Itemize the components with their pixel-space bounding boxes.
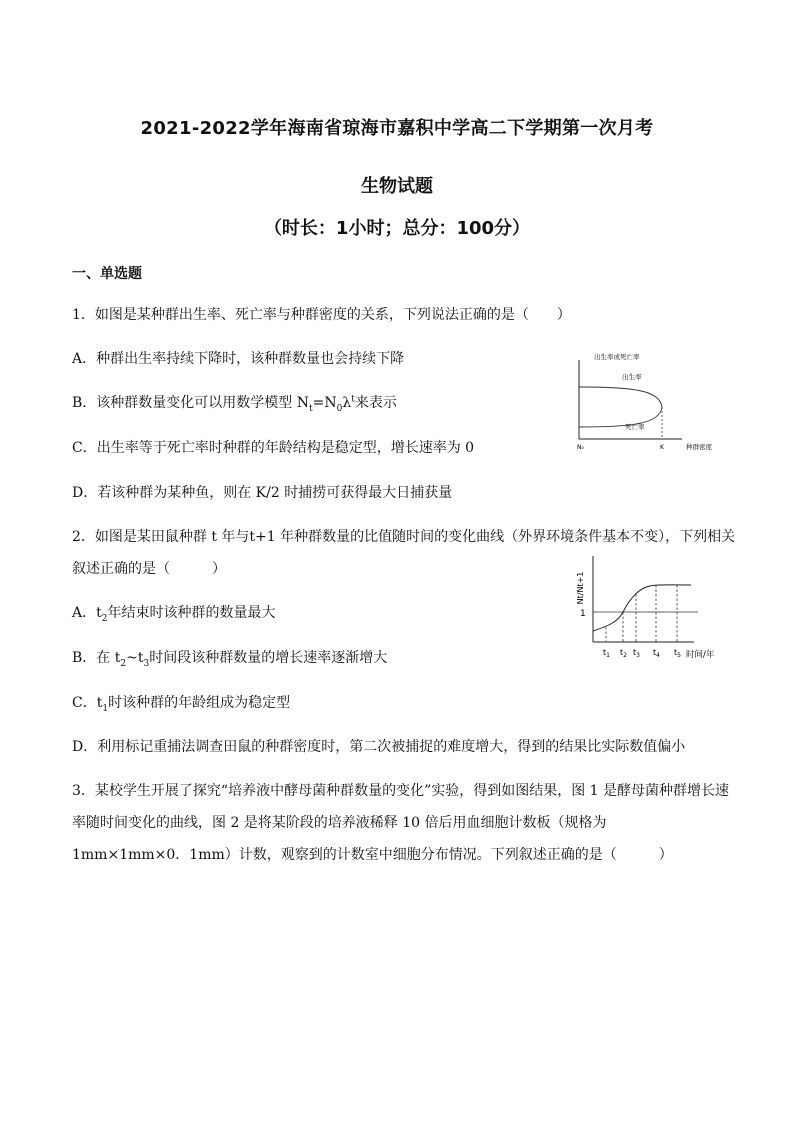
q2-x-ticks <box>603 648 681 659</box>
q1-birth-label: 出生率 <box>622 373 642 381</box>
q3-line3: 1mm×1mm×0．1mm）计数，观察到的计数室中细胞分布情况。下列叙述正确的是（ ） <box>72 847 673 863</box>
q1-figure <box>572 350 732 455</box>
q2-stem-line1: 2．如图是某田鼠种群 t 年与t+1 年种群数量的比值随时间的变化曲线（外界环境条件基本不变），下列相关 <box>72 529 736 545</box>
q2-ratio-curve <box>593 585 691 631</box>
q1-option-d: D．若该种群为某种鱼，则在 K/2 时捕捞可获得最大日捕获量 <box>72 485 453 501</box>
q1-death-label: 死亡率 <box>625 423 645 431</box>
q2-tick-2: $t_2$ <box>620 648 627 659</box>
q1-stem: 1．如图是某种群出生率、死亡率与种群密度的关系，下列说法正确的是（ ） <box>72 307 571 323</box>
q1-option-b: B．该种群数量变化可以用数学模型 $N_t=N_0\lambda^t$来表示 <box>72 394 397 414</box>
q2-tick-3: $t_3$ <box>633 648 640 659</box>
q3-line1: 3．某校学生开展了探究“培养液中酵母菌种群数量的变化”实验，得到如图结果，图 1 是酵母菌种群增长速 <box>72 783 730 799</box>
q2-x-label: 时间/年 <box>686 650 715 660</box>
q2-option-c: C．$t_1$时该种群的年龄组成为稳定型 <box>72 695 291 714</box>
q2-tick-5: $t_5$ <box>674 648 681 659</box>
q2-dashed-lines <box>606 585 677 642</box>
q1-x-origin: N₀ <box>577 444 584 451</box>
q1-rate-curve <box>579 387 662 427</box>
q1-x-k: K <box>660 444 664 451</box>
q1-option-a: A．种群出生率持续下降时，该种群数量也会持续下降 <box>72 351 405 367</box>
q2-option-a: A．$t_2$年结束时该种群的数量最大 <box>72 605 276 624</box>
exam-time-info: （时长：1小时；总分：100分） <box>263 218 531 239</box>
q2-figure <box>566 548 738 668</box>
q2-y-label: Nt/Nt+1 <box>576 571 585 605</box>
q1-y-label: 出生率或死亡率 <box>594 353 640 361</box>
exam-title: 2021-2022学年海南省琼海市嘉积中学高二下学期第一次月考 <box>140 118 654 139</box>
q2-option-b: B．在 $t_2\sim t_3$时间段该种群数量的增长速率逐渐增大 <box>72 650 388 669</box>
q1-option-c: C．出生率等于死亡率时种群的年龄结构是稳定型，增长速率为 0 <box>72 440 475 456</box>
q1-x-label: 种群密度 <box>686 443 712 451</box>
q2-y-tick: 1 <box>580 609 586 619</box>
section-heading: 一、单选题 <box>72 266 142 282</box>
q3-line2: 率随时间变化的曲线，图 2 是将某阶段的培养液稀释 10 倍后用血细胞计数板（规格为 <box>72 815 607 831</box>
exam-subject: 生物试题 <box>361 176 433 197</box>
q2-stem-line2: 叙述正确的是（ ） <box>72 561 226 577</box>
q2-tick-1: $t_1$ <box>603 648 610 659</box>
q2-tick-4: $t_4$ <box>653 648 660 659</box>
q2-option-d: D．利用标记重捕法调查田鼠的种群密度时，第二次被捕捉的难度增大，得到的结果比实际数值偏小 <box>72 739 686 755</box>
